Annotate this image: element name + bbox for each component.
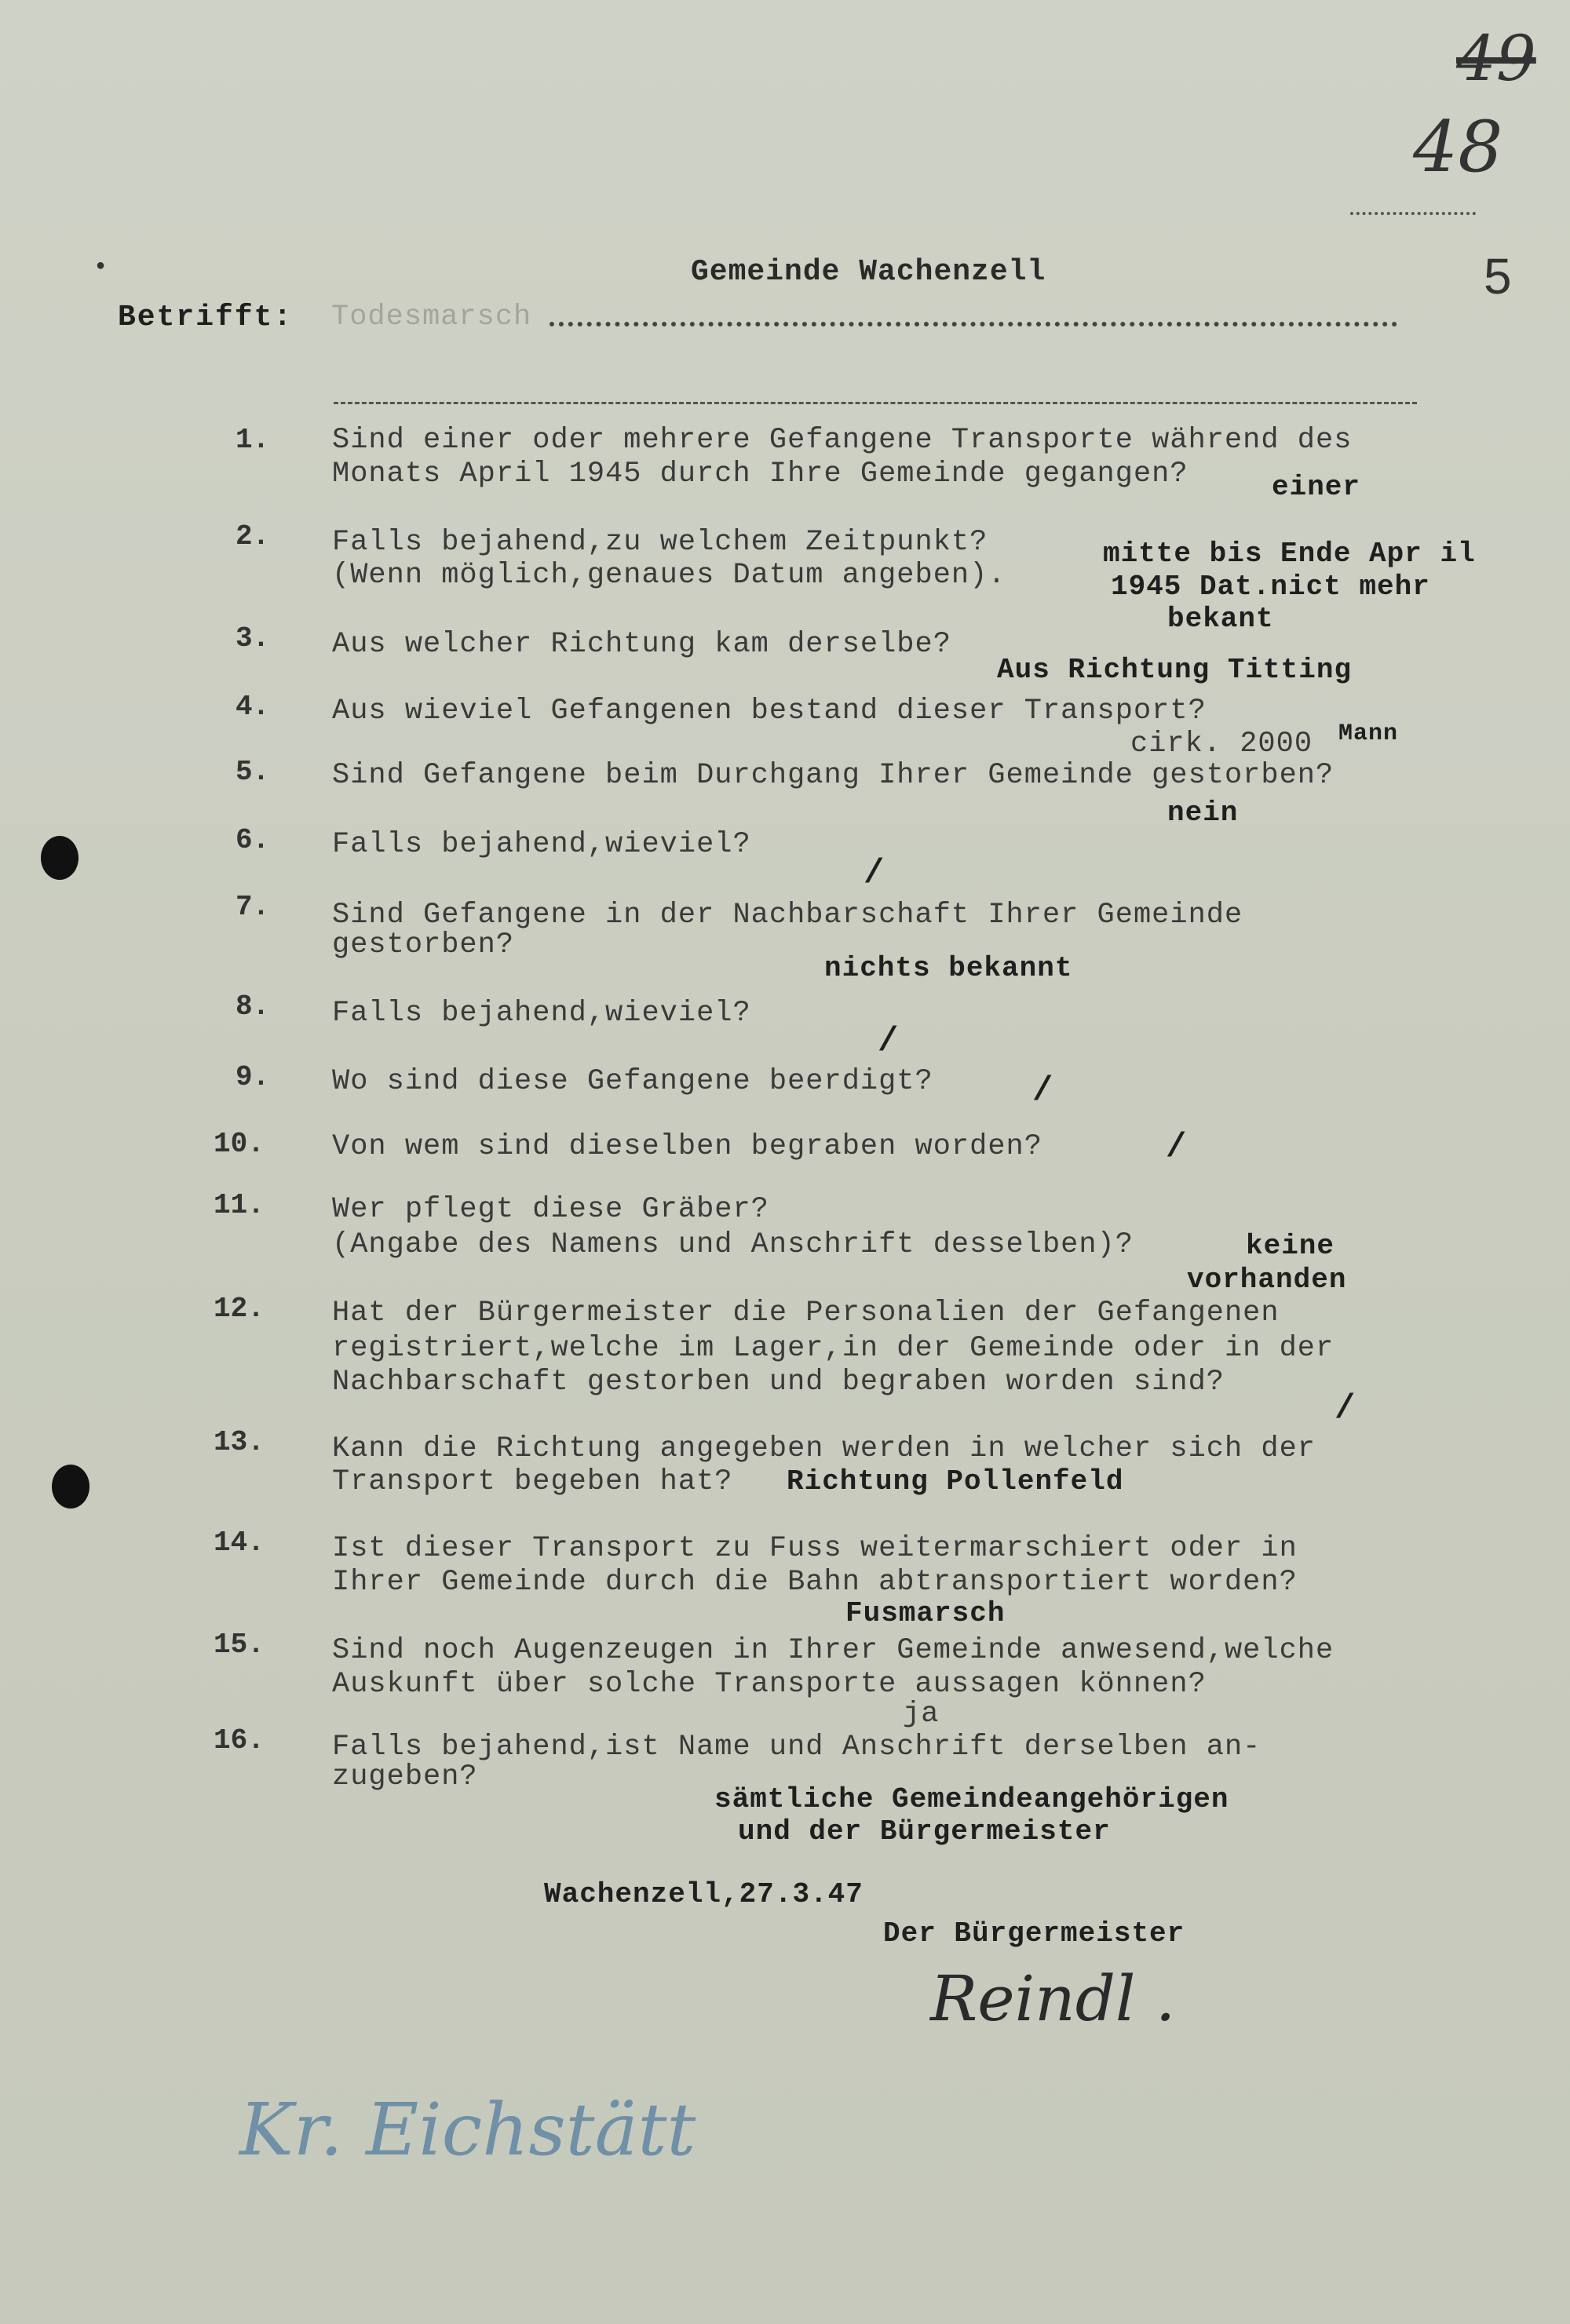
question-number: 8. bbox=[236, 991, 270, 1023]
question-text-line: Hat der Bürgermeister die Personalien der Gefangenen bbox=[332, 1297, 1280, 1330]
place-date: Wachenzell,27.3.47 bbox=[544, 1878, 864, 1910]
answer-text: nichts bekannt bbox=[824, 952, 1073, 984]
answer-text: und der Bürgermeister bbox=[738, 1815, 1111, 1848]
mayor-role: Der Bürgermeister bbox=[883, 1917, 1185, 1950]
question-number: 2. bbox=[236, 520, 270, 553]
archive-page-number-crossed: 49 bbox=[1456, 22, 1536, 95]
sheet-number: 5 bbox=[1484, 248, 1512, 305]
answer-text: Richtung Pollenfeld bbox=[787, 1465, 1124, 1498]
bullet-mark: ● bbox=[96, 257, 106, 275]
answer-text: 1945 Dat.nict mehr bbox=[1111, 571, 1430, 603]
dotted-mark bbox=[1350, 212, 1476, 215]
question-text-line: (Angabe des Namens und Anschrift desselben)? bbox=[332, 1228, 1134, 1261]
question-text-line: Falls bejahend,wieviel? bbox=[332, 828, 751, 861]
answer-text: Mann bbox=[1338, 721, 1399, 747]
question-text-line: Auskunft über solche Transporte aussagen können? bbox=[332, 1668, 1207, 1701]
question-number: 3. bbox=[236, 622, 270, 655]
question-text-line: (Wenn möglich,genaues Datum angeben). bbox=[332, 559, 1006, 592]
question-text-line: Aus wieviel Gefangenen bestand dieser Transport? bbox=[332, 695, 1207, 728]
question-text-line: Aus welcher Richtung kam derselbe? bbox=[332, 628, 951, 661]
betrifft-text: Todesmarsch bbox=[331, 301, 532, 334]
question-text-line: zugeben? bbox=[332, 1760, 478, 1793]
question-text-line: Nachbarschaft gestorben und begraben worden sind? bbox=[332, 1366, 1225, 1399]
question-number: 9. bbox=[236, 1061, 270, 1093]
answer-text: nein bbox=[1167, 797, 1239, 829]
answer-text: cirk. 2000 bbox=[1130, 728, 1313, 761]
answer-dash: / bbox=[864, 854, 885, 893]
question-text-line: Ist dieser Transport zu Fuss weitermarschiert oder in bbox=[332, 1532, 1298, 1565]
betrifft-label: Betrifft: bbox=[118, 301, 294, 334]
question-text-line: Ihrer Gemeinde durch die Bahn abtransportiert worden? bbox=[332, 1566, 1298, 1599]
answer-text: keine bbox=[1246, 1230, 1335, 1262]
header-rule bbox=[334, 402, 1417, 404]
question-text-line: Wer pflegt diese Gräber? bbox=[332, 1193, 769, 1226]
question-text-line: Sind Gefangene in der Nachbarschaft Ihrer Gemeinde bbox=[332, 899, 1243, 932]
question-text-line: Falls bejahend,zu welchem Zeitpunkt? bbox=[332, 526, 988, 559]
question-text-line: Sind einer oder mehrere Gefangene Transporte während des bbox=[332, 424, 1353, 457]
question-number: 13. bbox=[214, 1426, 265, 1458]
answer-text: ja bbox=[903, 1698, 940, 1731]
question-text-line: registriert,welche im Lager,in der Gemeinde oder in der bbox=[332, 1332, 1334, 1365]
question-text-line: Transport begeben hat? bbox=[332, 1465, 733, 1498]
question-number: 16. bbox=[214, 1724, 265, 1757]
pencil-note: Kr. Eichstätt bbox=[239, 2088, 696, 2172]
answer-text: vorhanden bbox=[1187, 1264, 1347, 1296]
question-number: 10. bbox=[214, 1128, 265, 1160]
answer-text: Fusmarsch bbox=[845, 1597, 1006, 1629]
question-number: 4. bbox=[236, 691, 270, 723]
question-number: 11. bbox=[214, 1189, 265, 1221]
question-text-line: Sind Gefangene beim Durchgang Ihrer Gemeinde gestorben? bbox=[332, 759, 1334, 792]
question-number: 15. bbox=[214, 1629, 265, 1661]
answer-text: Aus Richtung Titting bbox=[997, 654, 1353, 686]
question-text-line: Wo sind diese Gefangene beerdigt? bbox=[332, 1065, 933, 1098]
answer-text: bekant bbox=[1167, 603, 1274, 635]
answer-dash: / bbox=[1334, 1389, 1356, 1428]
answer-dash: / bbox=[878, 1022, 900, 1061]
question-text-line: Sind noch Augenzeugen in Ihrer Gemeinde anwesend,welche bbox=[332, 1634, 1334, 1667]
answer-dash: / bbox=[1032, 1071, 1054, 1111]
question-number: 14. bbox=[214, 1527, 265, 1559]
answer-text: sämtliche Gemeindeangehörigen bbox=[714, 1783, 1229, 1815]
question-text-line: Monats April 1945 durch Ihre Gemeinde gegangen? bbox=[332, 458, 1188, 491]
question-number: 1. bbox=[236, 424, 270, 456]
question-text-line: Von wem sind dieselben begraben worden? bbox=[332, 1130, 1042, 1163]
page-title: Gemeinde Wachenzell bbox=[691, 255, 1046, 289]
question-number: 12. bbox=[214, 1293, 265, 1325]
question-text-line: gestorben? bbox=[332, 929, 515, 961]
answer-text: einer bbox=[1272, 471, 1361, 503]
subject-dotted-line bbox=[550, 322, 1397, 327]
punch-hole-lower bbox=[52, 1465, 89, 1509]
question-number: 6. bbox=[236, 824, 270, 856]
answer-dash: / bbox=[1166, 1128, 1188, 1167]
archive-page-number: 48 bbox=[1413, 106, 1503, 188]
answer-text: mitte bis Ende Apr il bbox=[1103, 538, 1476, 570]
punch-hole-upper bbox=[41, 836, 78, 880]
question-text-line: Kann die Richtung angegeben werden in welcher sich der bbox=[332, 1432, 1316, 1465]
question-number: 5. bbox=[236, 756, 270, 788]
question-text-line: Falls bejahend,wieviel? bbox=[332, 997, 751, 1030]
mayor-signature: Reindl . bbox=[930, 1962, 1176, 2035]
question-number: 7. bbox=[236, 891, 270, 923]
question-text-line: Falls bejahend,ist Name und Anschrift derselben an- bbox=[332, 1731, 1261, 1764]
